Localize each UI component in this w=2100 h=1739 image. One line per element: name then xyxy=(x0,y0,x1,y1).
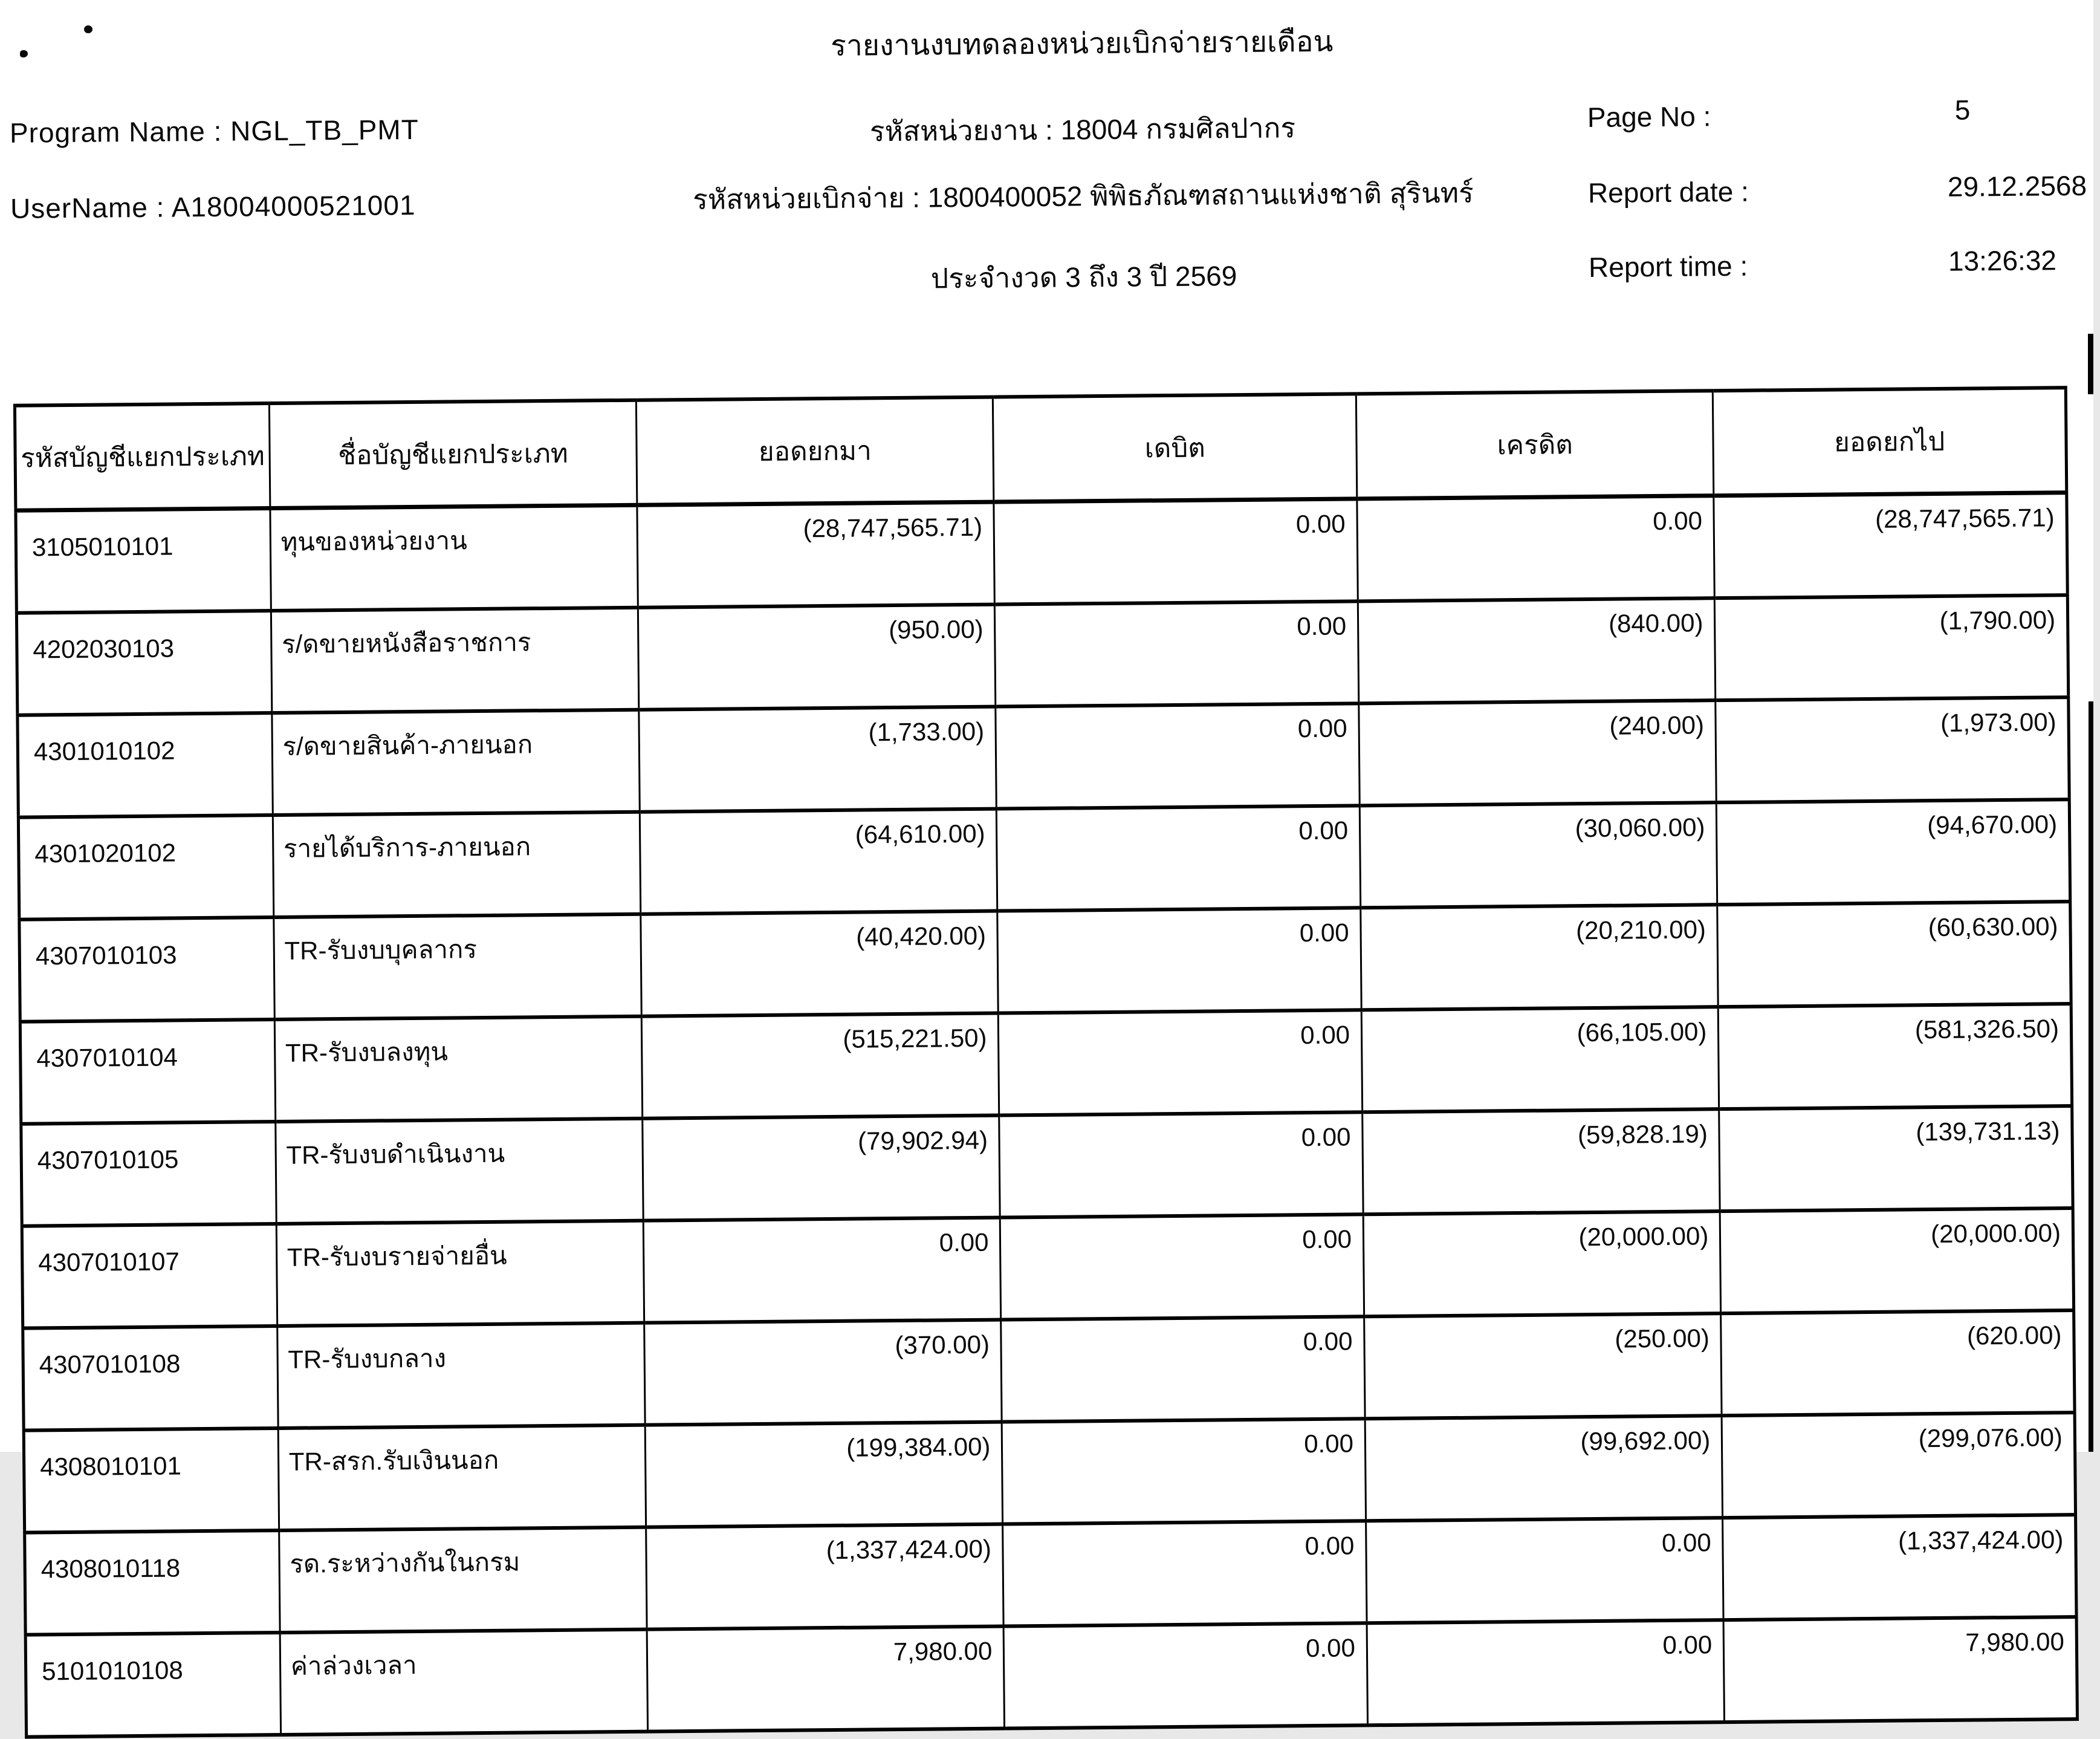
column-header-account-name: ชื่อบัญชีแยกประเภท xyxy=(269,400,637,509)
cell-account-code: 4301010102 xyxy=(18,713,273,817)
cell-debit: 0.00 xyxy=(997,805,1361,911)
cell-closing-balance: (139,731.13) xyxy=(1719,1106,2073,1211)
cell-account-name: TR-รับงบกลาง xyxy=(277,1323,645,1428)
table-row xyxy=(24,1412,2075,1533)
report-title: รายงานงบทดลองหน่วยเบิกจ่ายรายเดือน xyxy=(830,25,1334,62)
cell-account-name: ค่าล่วงเวลา xyxy=(280,1630,648,1735)
cell-opening-balance: (199,384.00) xyxy=(645,1422,1003,1527)
page-no-label: Page No : xyxy=(1587,100,1711,134)
cell-debit: 0.00 xyxy=(999,1010,1363,1115)
username-label: UserName : xyxy=(10,191,165,224)
cell-account-code: 4307010103 xyxy=(19,917,274,1022)
column-header-closing-balance: ยอดยกไป xyxy=(1713,388,2067,496)
cell-closing-balance: (1,337,424.00) xyxy=(1723,1515,2076,1620)
cell-opening-balance: (79,902.94) xyxy=(643,1116,1000,1221)
cell-account-code: 4307010105 xyxy=(21,1122,276,1226)
cell-credit: (30,060.00) xyxy=(1359,802,1717,908)
cell-opening-balance: 7,980.00 xyxy=(647,1627,1005,1732)
cell-closing-balance: (581,326.50) xyxy=(1719,1004,2072,1109)
cell-debit: 0.00 xyxy=(994,499,1358,605)
disburse-unit-line: รหัสหน่วยเบิกจ่าย : 1800400052 พิพิธภัณฑสถานแห่งชาติ สุรินทร์ xyxy=(692,177,1474,215)
cell-debit: 0.00 xyxy=(1000,1214,1364,1319)
page-no-value: 5 xyxy=(1954,94,1971,126)
cell-account-name: TR-รับงบดำเนินงาน xyxy=(275,1119,643,1224)
cell-account-name: รด.ระหว่างกันในกรม xyxy=(279,1527,647,1633)
cell-opening-balance: (40,420.00) xyxy=(641,911,999,1016)
table-row xyxy=(25,1617,2077,1737)
table-row xyxy=(18,697,2069,817)
cell-debit: 0.00 xyxy=(1002,1419,1366,1524)
cell-credit: 0.00 xyxy=(1357,496,1715,602)
cell-opening-balance: 0.00 xyxy=(643,1218,1001,1323)
cell-closing-balance: (299,076.00) xyxy=(1722,1412,2075,1518)
cell-opening-balance: (1,733.00) xyxy=(639,707,997,812)
cell-account-name: TR-รับงบบุคลากร xyxy=(274,914,642,1019)
cell-account-name: TR-รับงบลงทุน xyxy=(274,1016,643,1122)
table-row xyxy=(25,1515,2076,1635)
cell-debit: 0.00 xyxy=(1003,1521,1367,1626)
cell-credit: 0.00 xyxy=(1367,1620,1725,1725)
cell-debit: 0.00 xyxy=(999,1112,1363,1217)
cell-credit: (59,828.19) xyxy=(1363,1109,1720,1214)
cell-account-code: 3105010101 xyxy=(16,509,271,613)
cell-account-name: ทุนของหน่วยงาน xyxy=(270,505,638,611)
cell-debit: 0.00 xyxy=(1004,1623,1368,1728)
trial-balance-table xyxy=(13,386,2079,1739)
cell-closing-balance: (1,973.00) xyxy=(1716,697,2069,802)
report-time-value: 13:26:32 xyxy=(1948,244,2057,277)
username-line xyxy=(10,189,416,225)
cell-account-code: 4202030103 xyxy=(16,611,271,715)
cell-closing-balance: 7,980.00 xyxy=(1723,1617,2077,1722)
cell-debit: 0.00 xyxy=(996,703,1359,808)
cell-opening-balance: (950.00) xyxy=(638,605,996,710)
cell-account-code: 4308010101 xyxy=(24,1428,279,1533)
table-row xyxy=(20,1004,2072,1124)
cell-credit: (250.00) xyxy=(1364,1313,1722,1419)
cell-account-name: รายได้บริการ-ภายนอก xyxy=(273,812,641,917)
cell-debit: 0.00 xyxy=(995,601,1359,706)
table-row xyxy=(16,493,2067,613)
cell-debit: 0.00 xyxy=(1001,1316,1365,1422)
username-value: A18004000521001 xyxy=(171,189,416,223)
cell-closing-balance: (94,670.00) xyxy=(1717,799,2070,905)
cell-credit: (99,692.00) xyxy=(1365,1416,1723,1521)
column-header-credit: เครดิต xyxy=(1356,391,1714,499)
report-date-value: 29.12.2568 xyxy=(1947,169,2087,203)
cell-closing-balance: (20,000.00) xyxy=(1720,1208,2073,1313)
program-name-line xyxy=(10,113,419,149)
column-header-debit: เดบิต xyxy=(993,394,1357,502)
cell-credit: (20,000.00) xyxy=(1363,1211,1721,1316)
table-row xyxy=(16,595,2068,715)
cell-credit: (240.00) xyxy=(1359,700,1717,805)
cell-opening-balance: (515,221.50) xyxy=(641,1013,999,1119)
cell-account-code: 4307010107 xyxy=(22,1224,277,1328)
cell-account-code: 5101010108 xyxy=(25,1633,280,1737)
table-row xyxy=(19,902,2071,1022)
header-row xyxy=(15,388,2066,510)
table-row xyxy=(21,1106,2073,1226)
cell-opening-balance: (1,337,424.00) xyxy=(646,1524,1004,1630)
report-time-label: Report time : xyxy=(1588,250,1748,283)
cell-opening-balance: (64,610.00) xyxy=(640,809,997,914)
cell-closing-balance: (620.00) xyxy=(1721,1310,2075,1416)
cell-debit: 0.00 xyxy=(997,908,1361,1013)
cell-credit: (66,105.00) xyxy=(1361,1007,1719,1112)
cell-credit: (20,210.00) xyxy=(1361,905,1719,1010)
cell-account-code: 4307010108 xyxy=(23,1326,278,1431)
column-header-opening-balance: ยอดยกมา xyxy=(636,397,994,505)
cell-account-code: 4307010104 xyxy=(20,1019,275,1124)
program-name-value: NGL_TB_PMT xyxy=(230,113,420,147)
cell-account-name: TR-สรก.รับเงินนอก xyxy=(278,1425,646,1530)
cell-account-name: ร/ดขายหนังสือราชการ xyxy=(271,608,639,713)
cell-account-code: 4308010118 xyxy=(25,1530,280,1635)
period-line: ประจำงวด 3 ถึง 3 ปี 2569 xyxy=(930,260,1237,294)
table-row xyxy=(18,799,2070,920)
cell-opening-balance: (28,747,565.71) xyxy=(637,502,995,608)
cell-opening-balance: (370.00) xyxy=(644,1320,1002,1425)
cell-account-name: ร/ดขายสินค้า-ภายนอก xyxy=(272,710,640,815)
agency-code-line: รหัสหน่วยงาน : 18004 กรมศิลปากร xyxy=(869,112,1296,148)
cell-credit: 0.00 xyxy=(1366,1518,1724,1623)
table-row xyxy=(22,1208,2073,1328)
cell-credit: (840.00) xyxy=(1358,598,1716,703)
cell-closing-balance: (28,747,565.71) xyxy=(1714,493,2067,599)
cell-account-code: 4301020102 xyxy=(18,815,273,920)
trial-balance-table-wrap xyxy=(13,386,2079,1739)
program-name-label: Program Name : xyxy=(9,115,222,149)
table-row xyxy=(23,1310,2075,1431)
report-date-label: Report date : xyxy=(1587,175,1749,209)
column-header-account-code: รหัสบัญชีแยกประเภท xyxy=(15,403,270,510)
cell-closing-balance: (1,790.00) xyxy=(1715,595,2069,700)
table-body xyxy=(16,493,2078,1737)
cell-closing-balance: (60,630.00) xyxy=(1717,902,2071,1007)
cell-account-name: TR-รับงบรายจ่ายอื่น xyxy=(276,1221,644,1326)
scan-edge-artifact xyxy=(2088,334,2093,394)
